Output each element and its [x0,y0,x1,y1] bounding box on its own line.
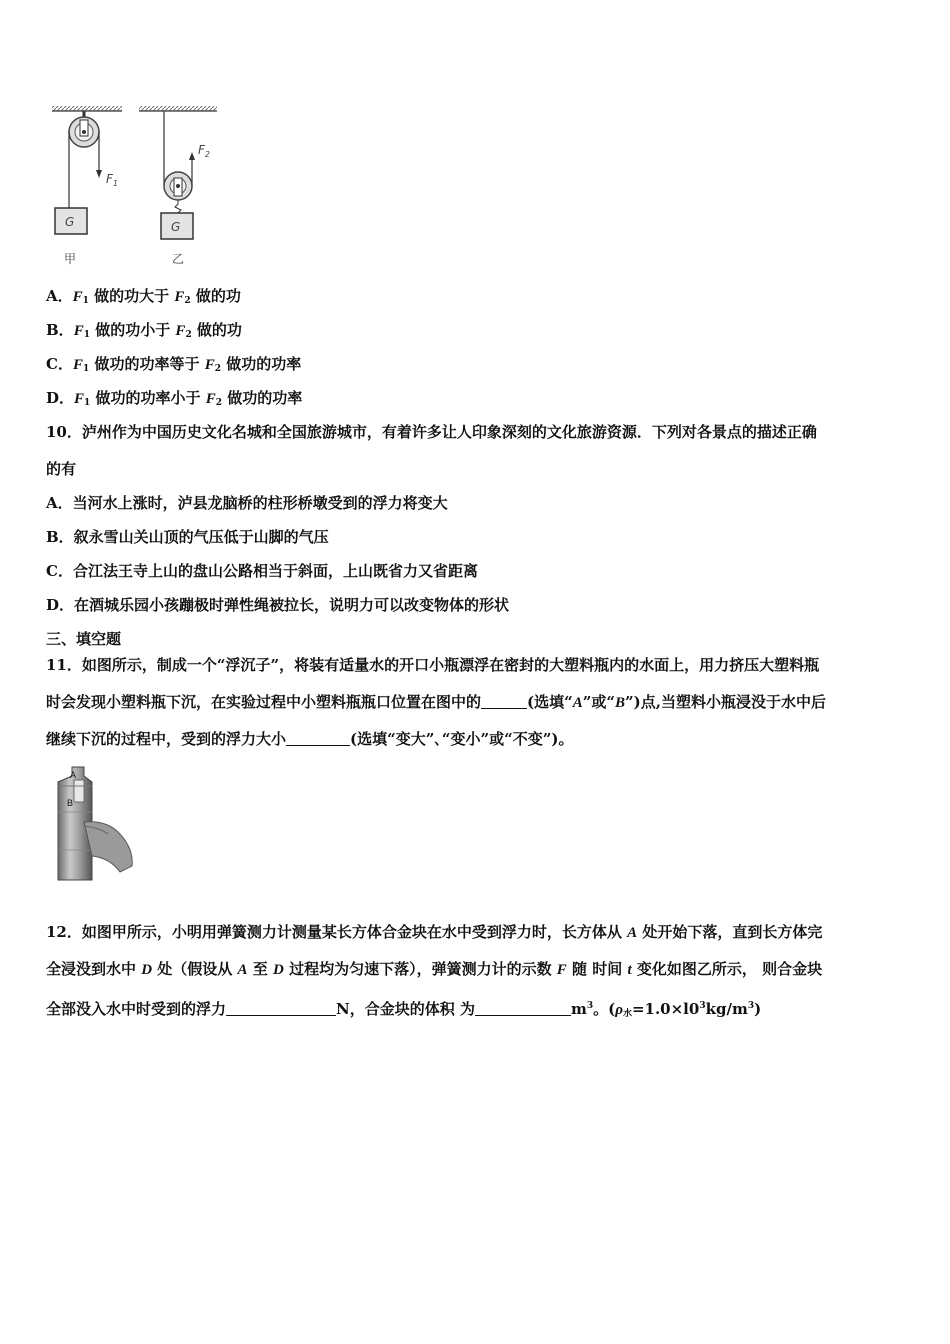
bottle-photo [54,762,138,884]
label-yi: 乙 [172,252,185,266]
bottle-label-b: B [67,798,74,808]
bottle-label-a: A [70,770,77,780]
q11-stem-line3: 继续下沉的过程中，受到的浮力大小 (选填“变大”､“变小”或“不变”)。 [46,730,574,748]
q9-option-d: D．$F_1$ 做功的功率小于 $F_2$ 做功的功率 [46,389,303,408]
q9-option-b: B．$F_1$ 做的功小于 $F_2$ 做的功 [46,321,242,340]
svg-text:G: G [65,215,75,229]
label-jia: 甲 [64,252,77,266]
ceiling-yi [139,106,217,111]
svg-text:G: G [171,220,181,234]
q9-option-c: C．$F_1$ 做功的功率等于 $F_2$ 做功的功率 [46,355,302,374]
section-title: 三、填空题 [46,630,122,648]
q12-blank-1[interactable] [226,1001,336,1016]
f1-label: $F_1$ [106,172,118,188]
q12-stem-line2: 全浸没到水中 D 处（假设从 A 至 D 过程均为匀速下落），弹簧测力计的示数 F 随 时间 t 变化如图乙所示， 则合金块 [46,960,823,978]
q12-blank-2[interactable] [475,1001,571,1016]
q11-stem-line1: 11．如图所示，制成一个“浮沉子”，将装有适量水的开口小瓶漂浮在密封的大塑料瓶内的水面上，用力挤压大塑料瓶 [46,656,820,674]
ceiling-jia [52,106,122,111]
q10-option-c: C．合江法王寺上山的盘山公路相当于斜面，上山既省力又省距离 [46,562,478,580]
q10-stem-line1: 10．泸州作为中国历史文化名城和全国旅游城市，有着许多让人印象深刻的文化旅游资源．下列对各景点的描述正确 [46,423,817,441]
q9-option-a: A．$F_1$ 做的功大于 $F_2$ 做的功 [46,287,241,306]
q11-stem-line2: 时会发现小塑料瓶下沉，在实验过程中小塑料瓶瓶口位置在图中的 (选填“A”或“B”)点,当塑料小瓶浸没于水中后 [46,693,826,711]
q10-option-b: B．叙永雪山关山顶的气压低于山脚的气压 [46,528,329,546]
pulley-figure [44,100,234,270]
weight-yi [161,213,193,239]
weight-jia [55,208,87,234]
q12-stem-line1: 12．如图甲所示，小明用弹簧测力计测量某长方体合金块在水中受到浮力时，长方体从 A 处开始下落，直到长方体完 [46,923,823,941]
q10-option-a: A．当河水上涨时，泸县龙脑桥的柱形桥墩受到的浮力将变大 [46,494,448,512]
q10-option-d: D．在酒城乐园小孩蹦极时弹性绳被拉长，说明力可以改变物体的形状 [46,596,510,614]
q11-blank-1[interactable] [481,694,527,709]
movable-pulley [164,111,195,213]
q11-blank-2[interactable] [286,731,350,746]
q10-stem-line2: 的有 [46,460,77,478]
fixed-pulley [69,111,102,208]
f2-label: $F_2$ [198,143,210,159]
q12-stem-line3: 全部没入水中时受到的浮力 N，合金块的体积 为 $m^3$。$(\rho_水=1.0\times l0^3kg/m^3)$ [46,1000,762,1019]
